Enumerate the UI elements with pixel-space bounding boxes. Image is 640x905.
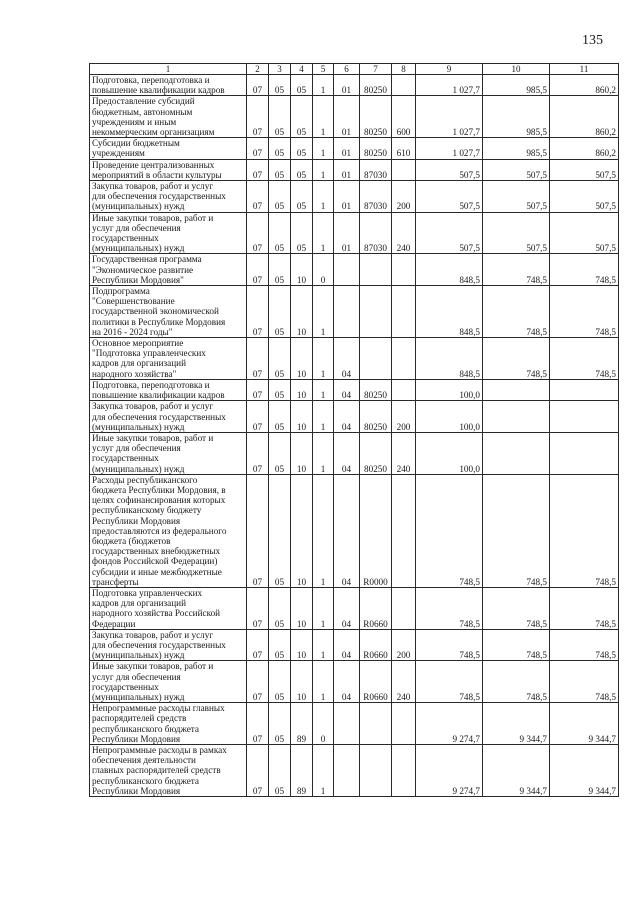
section-code: 07 <box>247 138 269 159</box>
amount-col-9: 848,5 <box>416 338 483 380</box>
column-header: 10 <box>483 64 550 75</box>
amount-col-11: 748,5 <box>550 254 619 286</box>
subsection-code: 05 <box>269 745 291 797</box>
activity-code <box>334 745 360 797</box>
amount-col-9: 748,5 <box>416 587 483 629</box>
activity-code: 04 <box>334 587 360 629</box>
table-row <box>90 212 619 254</box>
amount-col-11: 748,5 <box>550 338 619 380</box>
table-row <box>90 401 619 433</box>
subprogram-code: 0 <box>313 703 334 745</box>
row-name: Субсидии бюджетным учреждениям <box>90 138 247 159</box>
amount-col-11: 507,5 <box>550 212 619 254</box>
section-code: 07 <box>247 745 269 797</box>
row-name: Закупка товаров, работ и услуг для обеспечения государственных (муниципальных) нужд <box>90 401 247 433</box>
expense-type-code <box>392 338 416 380</box>
amount-col-10 <box>483 432 550 474</box>
subsection-code: 05 <box>269 138 291 159</box>
subprogram-code: 1 <box>313 212 334 254</box>
table-row <box>90 432 619 474</box>
expense-type-code <box>392 703 416 745</box>
expense-type-code <box>392 286 416 338</box>
subsection-code: 05 <box>269 254 291 286</box>
amount-col-10: 507,5 <box>483 181 550 213</box>
subprogram-code: 1 <box>313 75 334 96</box>
amount-col-11: 860,2 <box>550 138 619 159</box>
program-code: 05 <box>291 212 313 254</box>
column-header: 9 <box>416 64 483 75</box>
subprogram-code: 1 <box>313 661 334 703</box>
amount-col-10: 9 344,7 <box>483 703 550 745</box>
amount-col-9: 1 027,7 <box>416 75 483 96</box>
activity-code: 01 <box>334 159 360 180</box>
subsection-code: 05 <box>269 338 291 380</box>
amount-col-9: 507,5 <box>416 212 483 254</box>
amount-col-10: 748,5 <box>483 587 550 629</box>
table-row <box>90 159 619 180</box>
section-code: 07 <box>247 379 269 400</box>
expense-type-code: 610 <box>392 138 416 159</box>
row-name: Иные закупки товаров, работ и услуг для обеспечения государственных (муниципальных) нужд <box>90 212 247 254</box>
subsection-code: 05 <box>269 181 291 213</box>
expense-type-code <box>392 745 416 797</box>
row-name: Подпрограмма "Совершенствование государственной экономической политики в Республике Мордовия на 2016 - 2024 годы" <box>90 286 247 338</box>
amount-col-11: 748,5 <box>550 587 619 629</box>
direction-code: 87030 <box>360 159 392 180</box>
activity-code: 01 <box>334 212 360 254</box>
subprogram-code: 1 <box>313 286 334 338</box>
program-code: 10 <box>291 286 313 338</box>
subprogram-code: 1 <box>313 181 334 213</box>
column-header: 1 <box>90 64 247 75</box>
expense-type-code <box>392 254 416 286</box>
expense-type-code: 240 <box>392 432 416 474</box>
amount-col-11: 748,5 <box>550 629 619 661</box>
amount-col-11: 860,2 <box>550 96 619 138</box>
amount-col-11: 748,5 <box>550 286 619 338</box>
subprogram-code: 1 <box>313 401 334 433</box>
direction-code <box>360 338 392 380</box>
table-row <box>90 587 619 629</box>
column-header: 5 <box>313 64 334 75</box>
budget-table <box>89 63 619 797</box>
row-name: Закупка товаров, работ и услуг для обеспечения государственных (муниципальных) нужд <box>90 629 247 661</box>
column-header: 8 <box>392 64 416 75</box>
subprogram-code: 0 <box>313 254 334 286</box>
amount-col-9: 1 027,7 <box>416 138 483 159</box>
column-header: 6 <box>334 64 360 75</box>
amount-col-11 <box>550 379 619 400</box>
subprogram-code: 1 <box>313 379 334 400</box>
table-row <box>90 661 619 703</box>
subsection-code: 05 <box>269 629 291 661</box>
subprogram-code: 1 <box>313 474 334 587</box>
amount-col-10: 9 344,7 <box>483 745 550 797</box>
direction-code <box>360 745 392 797</box>
direction-code: 80250 <box>360 432 392 474</box>
column-header: 3 <box>269 64 291 75</box>
table-row <box>90 474 619 587</box>
subsection-code: 05 <box>269 286 291 338</box>
row-name: Непрограммные расходы в рамках обеспечения деятельности главных распорядителей средств республиканского бюджета Республики Мордовия <box>90 745 247 797</box>
direction-code <box>360 703 392 745</box>
table-row <box>90 703 619 745</box>
row-name: Государственная программа "Экономическое развитие Республики Мордовия" <box>90 254 247 286</box>
page-number: 135 <box>582 33 603 48</box>
subsection-code: 05 <box>269 474 291 587</box>
direction-code: R0660 <box>360 661 392 703</box>
direction-code <box>360 254 392 286</box>
program-code: 05 <box>291 159 313 180</box>
row-name: Закупка товаров, работ и услуг для обеспечения государственных (муниципальных) нужд <box>90 181 247 213</box>
table-row <box>90 379 619 400</box>
subprogram-code: 1 <box>313 629 334 661</box>
row-name: Непрограммные расходы главных распорядителей средств республиканского бюджета Республики Мордовия <box>90 703 247 745</box>
section-code: 07 <box>247 212 269 254</box>
amount-col-10: 748,5 <box>483 629 550 661</box>
section-code: 07 <box>247 254 269 286</box>
table-row <box>90 338 619 380</box>
table-row <box>90 96 619 138</box>
row-name: Подготовка управленческих кадров для организаций народного хозяйства Российской Федерации <box>90 587 247 629</box>
amount-col-10: 985,5 <box>483 138 550 159</box>
activity-code: 04 <box>334 629 360 661</box>
amount-col-9: 507,5 <box>416 181 483 213</box>
amount-col-11: 507,5 <box>550 181 619 213</box>
program-code: 10 <box>291 401 313 433</box>
direction-code: R0000 <box>360 474 392 587</box>
amount-col-10: 507,5 <box>483 159 550 180</box>
amount-col-10: 748,5 <box>483 254 550 286</box>
subsection-code: 05 <box>269 587 291 629</box>
row-name: Подготовка, переподготовка и повышение квалификации кадров <box>90 379 247 400</box>
amount-col-10: 748,5 <box>483 474 550 587</box>
amount-col-9: 9 274,7 <box>416 745 483 797</box>
activity-code: 01 <box>334 181 360 213</box>
section-code: 07 <box>247 474 269 587</box>
direction-code: 80250 <box>360 75 392 96</box>
program-code: 05 <box>291 181 313 213</box>
subsection-code: 05 <box>269 96 291 138</box>
program-code: 05 <box>291 138 313 159</box>
direction-code: 80250 <box>360 138 392 159</box>
amount-col-11: 507,5 <box>550 159 619 180</box>
subprogram-code: 1 <box>313 159 334 180</box>
table-row <box>90 254 619 286</box>
amount-col-10: 748,5 <box>483 661 550 703</box>
direction-code: 87030 <box>360 212 392 254</box>
section-code: 07 <box>247 96 269 138</box>
amount-col-11 <box>550 401 619 433</box>
table-row <box>90 629 619 661</box>
amount-col-9: 9 274,7 <box>416 703 483 745</box>
activity-code: 04 <box>334 338 360 380</box>
direction-code: 87030 <box>360 181 392 213</box>
section-code: 07 <box>247 587 269 629</box>
subprogram-code: 1 <box>313 587 334 629</box>
subsection-code: 05 <box>269 432 291 474</box>
direction-code: R0660 <box>360 587 392 629</box>
subsection-code: 05 <box>269 75 291 96</box>
amount-col-11: 748,5 <box>550 474 619 587</box>
program-code: 05 <box>291 96 313 138</box>
amount-col-9: 1 027,7 <box>416 96 483 138</box>
program-code: 10 <box>291 379 313 400</box>
amount-col-11: 860,2 <box>550 75 619 96</box>
expense-type-code: 600 <box>392 96 416 138</box>
expense-type-code: 200 <box>392 401 416 433</box>
column-header: 2 <box>247 64 269 75</box>
expense-type-code: 240 <box>392 212 416 254</box>
program-code: 89 <box>291 703 313 745</box>
amount-col-11: 9 344,7 <box>550 703 619 745</box>
activity-code: 01 <box>334 138 360 159</box>
section-code: 07 <box>247 159 269 180</box>
table-row <box>90 745 619 797</box>
section-code: 07 <box>247 629 269 661</box>
expense-type-code <box>392 474 416 587</box>
amount-col-9: 748,5 <box>416 629 483 661</box>
amount-col-9: 507,5 <box>416 159 483 180</box>
amount-col-10: 985,5 <box>483 96 550 138</box>
direction-code: 80250 <box>360 379 392 400</box>
amount-col-10 <box>483 401 550 433</box>
subprogram-code: 1 <box>313 338 334 380</box>
amount-col-10 <box>483 379 550 400</box>
section-code: 07 <box>247 703 269 745</box>
direction-code: 80250 <box>360 96 392 138</box>
amount-col-9: 100,0 <box>416 432 483 474</box>
section-code: 07 <box>247 75 269 96</box>
section-code: 07 <box>247 181 269 213</box>
direction-code: 80250 <box>360 401 392 433</box>
expense-type-code <box>392 379 416 400</box>
row-name: Иные закупки товаров, работ и услуг для обеспечения государственных (муниципальных) нужд <box>90 432 247 474</box>
activity-code: 04 <box>334 401 360 433</box>
subsection-code: 05 <box>269 661 291 703</box>
subprogram-code: 1 <box>313 745 334 797</box>
expense-type-code <box>392 587 416 629</box>
subsection-code: 05 <box>269 401 291 433</box>
amount-col-9: 748,5 <box>416 661 483 703</box>
section-code: 07 <box>247 432 269 474</box>
activity-code: 01 <box>334 75 360 96</box>
table-row <box>90 75 619 96</box>
section-code: 07 <box>247 661 269 703</box>
subsection-code: 05 <box>269 159 291 180</box>
amount-col-9: 848,5 <box>416 286 483 338</box>
expense-type-code: 240 <box>392 661 416 703</box>
activity-code <box>334 286 360 338</box>
subprogram-code: 1 <box>313 138 334 159</box>
amount-col-10: 507,5 <box>483 212 550 254</box>
table-body <box>90 75 619 797</box>
program-code: 89 <box>291 745 313 797</box>
expense-type-code: 200 <box>392 181 416 213</box>
program-code: 10 <box>291 661 313 703</box>
amount-col-11: 9 344,7 <box>550 745 619 797</box>
direction-code: R0660 <box>360 629 392 661</box>
activity-code: 04 <box>334 474 360 587</box>
subprogram-code: 1 <box>313 432 334 474</box>
expense-type-code: 200 <box>392 629 416 661</box>
activity-code: 04 <box>334 661 360 703</box>
activity-code: 01 <box>334 96 360 138</box>
column-header: 4 <box>291 64 313 75</box>
activity-code: 04 <box>334 432 360 474</box>
activity-code <box>334 703 360 745</box>
row-name: Подготовка, переподготовка и повышение квалификации кадров <box>90 75 247 96</box>
amount-col-9: 748,5 <box>416 474 483 587</box>
subprogram-code: 1 <box>313 96 334 138</box>
section-code: 07 <box>247 286 269 338</box>
table-row <box>90 286 619 338</box>
amount-col-10: 985,5 <box>483 75 550 96</box>
activity-code: 04 <box>334 379 360 400</box>
row-name: Иные закупки товаров, работ и услуг для обеспечения государственных (муниципальных) нужд <box>90 661 247 703</box>
subsection-code: 05 <box>269 703 291 745</box>
column-header: 7 <box>360 64 392 75</box>
amount-col-10: 748,5 <box>483 286 550 338</box>
amount-col-9: 100,0 <box>416 379 483 400</box>
amount-col-11: 748,5 <box>550 661 619 703</box>
expense-type-code <box>392 159 416 180</box>
row-name: Предоставление субсидий бюджетным, автономным учреждениям и иным некоммерческим организациям <box>90 96 247 138</box>
table-header-row <box>90 64 619 75</box>
activity-code <box>334 254 360 286</box>
program-code: 10 <box>291 432 313 474</box>
program-code: 05 <box>291 75 313 96</box>
row-name: Основное мероприятие "Подготовка управленческих кадров для организаций народного хозяйства" <box>90 338 247 380</box>
amount-col-9: 100,0 <box>416 401 483 433</box>
program-code: 10 <box>291 254 313 286</box>
expense-type-code <box>392 75 416 96</box>
row-name: Проведение централизованных мероприятий в области культуры <box>90 159 247 180</box>
subsection-code: 05 <box>269 212 291 254</box>
table-row <box>90 138 619 159</box>
direction-code <box>360 286 392 338</box>
table-row <box>90 181 619 213</box>
row-name: Расходы республиканского бюджета Республики Мордовия, в целях софинансирования которых республиканскому бюджету Республики Мордовия предоставляются из федерального бюджета (бюджетов государственных внебюджетных фондов Российской Федерации) субсидии и иные межбюджетные трансферты <box>90 474 247 587</box>
program-code: 10 <box>291 474 313 587</box>
amount-col-11 <box>550 432 619 474</box>
program-code: 10 <box>291 587 313 629</box>
program-code: 10 <box>291 338 313 380</box>
program-code: 10 <box>291 629 313 661</box>
column-header: 11 <box>550 64 619 75</box>
amount-col-9: 848,5 <box>416 254 483 286</box>
subsection-code: 05 <box>269 379 291 400</box>
section-code: 07 <box>247 401 269 433</box>
section-code: 07 <box>247 338 269 380</box>
amount-col-10: 748,5 <box>483 338 550 380</box>
